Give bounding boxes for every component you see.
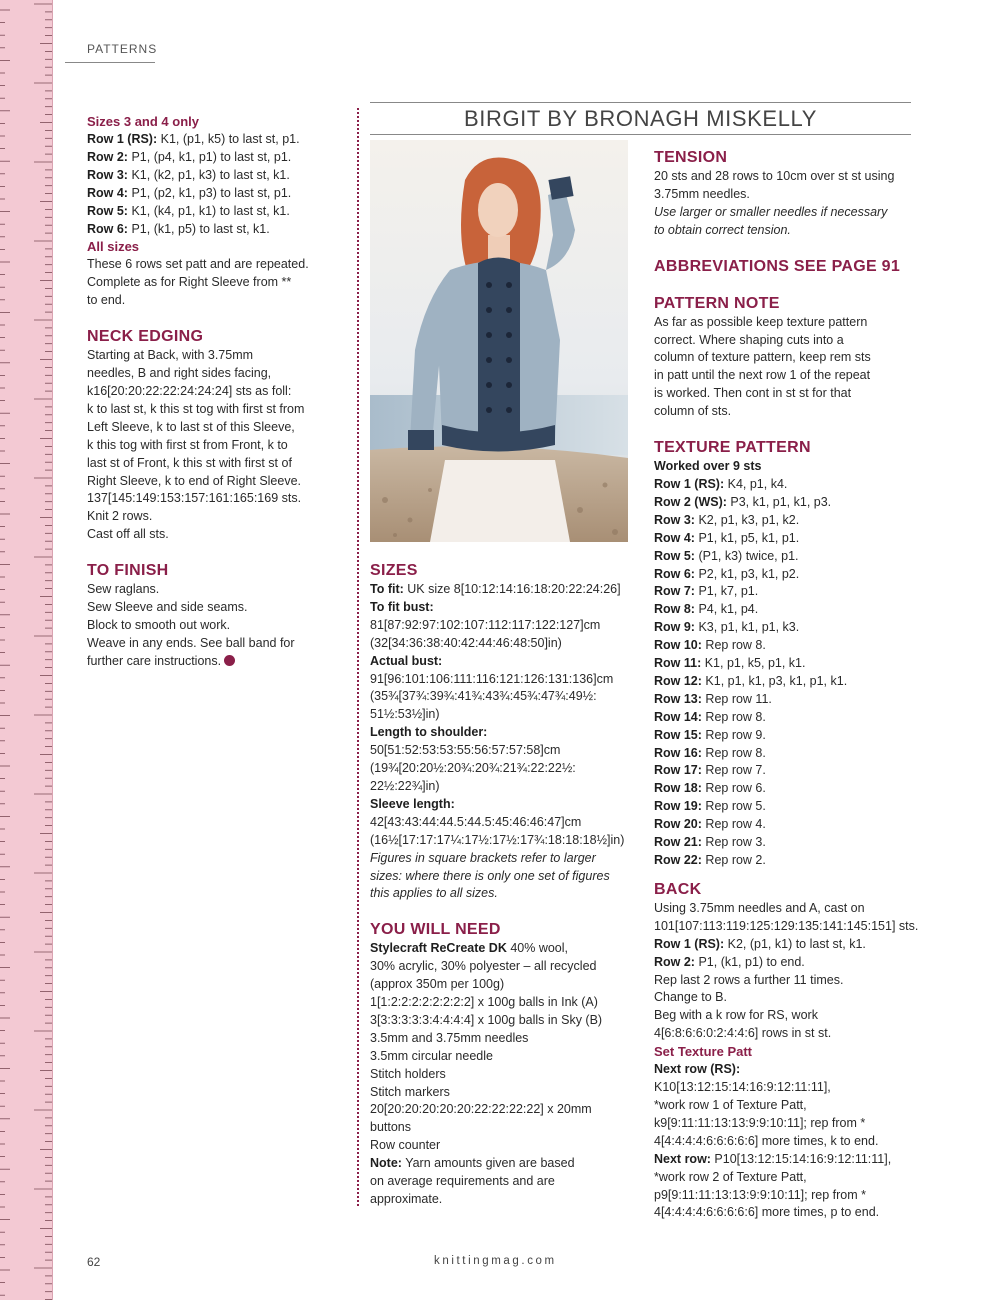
pattern-title: [370, 106, 911, 132]
set-texture-heading: Set Texture Patt: [654, 1044, 753, 1060]
row-text: P1, k1, p5, k1, p1.: [694, 530, 800, 545]
row-text: (P1, k3) twice, p1.: [694, 548, 799, 563]
row-label: Row 17:: [654, 763, 702, 778]
sleeve-length-label: Sleeve length:: [370, 796, 455, 811]
section-label: PATTERNS: [87, 42, 158, 56]
row-text: K1, p1, k5, p1, k1.: [701, 656, 806, 671]
text-line: 91[96:101:106:111:116:121:126:131:136]cm: [370, 671, 614, 686]
to-fit-label: To fit:: [370, 582, 404, 596]
yarn-name: Stylecraft ReCreate DK: [370, 941, 507, 956]
right-column: [654, 148, 919, 1222]
next-row-1: [654, 1061, 919, 1097]
to-fit-value: UK size 8[10:12:14:16:18:20:22:24:26]: [403, 582, 621, 596]
pattern-row: [654, 762, 919, 780]
text-line: 42[43:43:44:44.5:44.5:45:46:46:47]cm: [370, 814, 582, 829]
text-line: 4[4:4:4:4:6:6:6:6:6] more times, p to end.: [654, 1205, 880, 1220]
measuring-ruler: [0, 0, 53, 1300]
row-label: Row 21:: [654, 835, 702, 850]
to-finish-text: [87, 581, 347, 671]
pattern-row: [87, 203, 347, 221]
row-label: Row 11:: [654, 656, 702, 671]
text-line-content: further care instructions.: [87, 653, 222, 668]
pattern-row: [87, 167, 347, 185]
text-line: p9[9:11:11:13:13:9:9:10:11]; rep from *: [654, 1187, 866, 1202]
pattern-row: [654, 691, 919, 709]
row-label: Row 22:: [654, 853, 702, 867]
site-url: knittingmag.com: [434, 1255, 557, 1267]
text-line: Change to B.: [654, 990, 727, 1005]
text-line: Right Sleeve, k to end of Right Sleeve.: [87, 473, 302, 488]
text-line: Use larger or smaller needles if necessary: [654, 204, 888, 219]
to-fit-bust-label: To fit bust:: [370, 599, 434, 614]
pattern-row: [654, 601, 919, 619]
note-text: Yarn amounts given are based: [401, 1156, 575, 1171]
pattern-row: [654, 566, 919, 584]
pattern-row: [654, 494, 919, 512]
yarn-line: [370, 940, 640, 958]
all-sizes-text: [87, 256, 347, 310]
text-line: Knit 2 rows.: [87, 509, 153, 524]
text-line: *work row 2 of Texture Patt,: [654, 1169, 807, 1184]
row-text: Rep row 6.: [701, 781, 766, 796]
row-label: Row 14:: [654, 709, 702, 724]
text-line: correct. Where shaping cuts into a: [654, 332, 844, 347]
text-line: Weave in any ends. See ball band for: [87, 635, 295, 650]
text-line: Starting at Back, with 3.75mm: [87, 348, 254, 363]
row-text: Rep row 7.: [701, 763, 766, 778]
text-line: 3[3:3:3:3:3:4:4:4:4] x 100g balls in Sky (B): [370, 1012, 603, 1027]
pattern-row: [654, 583, 919, 601]
text-line: Sew Sleeve and side seams.: [87, 600, 248, 615]
row-label: Row 3:: [654, 512, 695, 527]
row-text: P1, k7, p1.: [694, 584, 759, 599]
row-label: Row 18:: [654, 781, 702, 796]
text-line: (16½[17:17:17¼:17½:17½:17¾:18:18:18½]in): [370, 832, 625, 847]
text-line: 3.5mm and 3.75mm needles: [370, 1030, 529, 1045]
pattern-row: [654, 530, 919, 548]
text-line: k to last st, k this st tog with first st from: [87, 401, 305, 416]
row-label: Row 2:: [654, 954, 695, 969]
row-label: Row 9:: [654, 620, 695, 635]
row-label: Next row (RS):: [654, 1062, 741, 1077]
text-line: Stitch markers: [370, 1084, 450, 1099]
text-line: Stitch holders: [370, 1066, 446, 1081]
row-label: Row 6:: [87, 221, 128, 236]
row-text: Rep row 9.: [701, 727, 766, 742]
text-line: 101[107:113:119:125:129:135:141:145:151] sts.: [654, 918, 919, 933]
row-label: Row 5:: [87, 203, 128, 218]
pattern-name: BIRGIT: [463, 106, 541, 131]
title-rule-bottom: [370, 134, 911, 135]
text-line: to obtain correct tension.: [654, 222, 791, 237]
model-photo: [370, 140, 628, 542]
row-text: K4, p1, k4.: [724, 476, 788, 491]
text-line: 20[20:20:20:20:20:22:22:22:22] x 20mm: [370, 1102, 592, 1117]
text-line: (19¾[20:20½:20¾:20¾:21¾:22:22½:: [370, 761, 576, 776]
pattern-row: [654, 709, 919, 727]
row-label: Row 12:: [654, 673, 702, 688]
text-line: last st of Front, k this st with first st of: [87, 455, 292, 470]
row-text: P1, (p4, k1, p1) to last st, p1.: [127, 149, 292, 164]
pattern-designer: BY BRONAGH MISKELLY: [547, 106, 818, 131]
row-label: Row 16:: [654, 745, 702, 760]
pattern-row: [654, 727, 919, 745]
text-line: Using 3.75mm needles and A, cast on: [654, 900, 865, 915]
text-line: 3.5mm circular needle: [370, 1048, 493, 1063]
text-line: on average requirements and are: [370, 1174, 555, 1189]
row-label: Row 2:: [87, 149, 128, 164]
text-line: Left Sleeve, k to last st of this Sleeve,: [87, 419, 295, 434]
text-line: Complete as for Right Sleeve from **: [87, 275, 292, 290]
text-line: needles, B and right sides facing,: [87, 366, 272, 381]
row-label: Row 19:: [654, 799, 702, 814]
text-line: k16[20:20:22:22:24:24:24] sts as foll:: [87, 383, 292, 398]
row-label: Row 10:: [654, 638, 702, 653]
row-text: Rep row 2.: [701, 853, 766, 867]
text-line: 4[4:4:4:4:6:6:6:6:6] more times, k to end.: [654, 1133, 879, 1148]
row-text: K2, (p1, k1) to last st, k1.: [724, 936, 866, 951]
text-line: column of sts.: [654, 404, 732, 419]
text-line: 1[1:2:2:2:2:2:2:2:2] x 100g balls in Ink (A): [370, 995, 598, 1010]
sizes-3-4-heading: Sizes 3 and 4 only: [87, 114, 199, 129]
sizes-heading: SIZES: [370, 562, 418, 579]
text-line: 30% acrylic, 30% polyester – all recycled: [370, 959, 597, 974]
pattern-row: [654, 798, 919, 816]
yarn-fibre: 40% wool,: [506, 941, 569, 956]
pattern-row: [654, 476, 919, 494]
worked-over-label: Worked over 9 sts: [654, 459, 762, 474]
row-label: Row 8:: [654, 602, 695, 617]
pattern-row: [654, 745, 919, 763]
text-line: 3.75mm needles.: [654, 186, 750, 201]
left-column: [87, 113, 347, 671]
pattern-row: [654, 852, 919, 870]
text-line: this applies to all sizes.: [370, 886, 498, 901]
text-line: approximate.: [370, 1192, 443, 1206]
text-line: These 6 rows set patt and are repeated.: [87, 257, 309, 272]
text-line: in patt until the next row 1 of the repeat: [654, 368, 871, 383]
pattern-row: [654, 780, 919, 798]
row-text: K1, p1, k1, p3, k1, p1, k1.: [701, 673, 848, 688]
row-label: Row 1 (RS):: [654, 936, 725, 951]
row-text: K1, (k2, p1, k3) to last st, k1.: [127, 167, 290, 182]
row-text: Rep row 8.: [701, 709, 766, 724]
row-label: Row 15:: [654, 727, 702, 742]
row-text: K3, p1, k1, p1, k3.: [694, 620, 800, 635]
model-illustration: [370, 140, 628, 542]
pattern-note-text: [654, 314, 919, 421]
text-line: to end.: [87, 293, 126, 308]
actual-bust-label: Actual bust:: [370, 653, 443, 668]
text-line: Rep last 2 rows a further 11 times.: [654, 972, 844, 987]
text-line: *work row 1 of Texture Patt,: [654, 1097, 807, 1112]
back-heading: BACK: [654, 880, 702, 898]
text-line: As far as possible keep texture pattern: [654, 314, 868, 329]
row-label: Row 4:: [654, 530, 695, 545]
text-line: column of texture pattern, keep rem sts: [654, 350, 871, 365]
next-row-2: [654, 1151, 919, 1169]
you-will-need-heading: YOU WILL NEED: [370, 921, 501, 939]
tension-heading: TENSION: [654, 149, 728, 166]
neck-edging-text: [87, 347, 347, 544]
text-line: 22½:22¾]in): [370, 778, 440, 793]
all-sizes-heading: All sizes: [87, 239, 140, 255]
row-label: Row 3:: [87, 167, 128, 182]
note-line: [370, 1155, 640, 1173]
text-line: sizes: where there is only one set of figures: [370, 868, 610, 883]
ruler-ticks: [0, 0, 52, 1300]
pattern-row: [654, 637, 919, 655]
text-line: Row counter: [370, 1138, 441, 1153]
row-text: P3, k1, p1, k1, p3.: [726, 494, 832, 509]
text-line: Block to smooth out work.: [87, 617, 231, 632]
text-line: Cast off all sts.: [87, 527, 169, 542]
text-line: k9[9:11:11:13:13:9:9:10:11]; rep from *: [654, 1115, 866, 1130]
row-text: Rep row 8.: [701, 745, 766, 760]
text-line: buttons: [370, 1120, 412, 1135]
pattern-row: [87, 221, 347, 239]
row-text: Rep row 11.: [701, 691, 772, 706]
text-line: k this tog with first st from Front, k to: [87, 437, 288, 452]
text-line: 4[6:8:6:6:0:2:4:4:6] rows in st st.: [654, 1026, 832, 1041]
row-text: Rep row 4.: [701, 817, 766, 832]
text-line: 137[145:149:153:157:161:165:169 sts.: [87, 491, 302, 506]
back-row-1: [654, 936, 919, 954]
row-label: Row 20:: [654, 817, 702, 832]
row-label: Row 13:: [654, 691, 702, 706]
pattern-row: [654, 655, 919, 673]
texture-rows: [654, 476, 919, 870]
row-text: K1, (p1, k5) to last st, p1.: [157, 132, 300, 146]
row-text: Rep row 8.: [701, 638, 766, 653]
to-fit-line: [370, 581, 640, 599]
back-row-2: [654, 954, 919, 972]
page-number: 62: [87, 1255, 101, 1269]
row-text: P4, k1, p4.: [694, 602, 759, 617]
materials-list: [370, 958, 640, 1155]
text-line: 81[87:92:97:102:107:112:117:122:127]cm: [370, 617, 601, 632]
abbreviations-heading: ABBREVIATIONS SEE PAGE 91: [654, 257, 901, 275]
row-text: P2, k1, p3, k1, p2.: [694, 566, 800, 581]
text-line: Beg with a k row for RS, work: [654, 1008, 818, 1023]
pattern-row: [87, 185, 347, 203]
row-label: Row 1 (RS):: [87, 132, 158, 146]
pattern-row: [87, 149, 347, 167]
text-line: is worked. Then cont in st st for that: [654, 386, 852, 401]
text-line: Sew raglans.: [87, 582, 160, 597]
text-line: 51½:53½]in): [370, 707, 440, 722]
text-line: (approx 350m per 100g): [370, 977, 505, 992]
pattern-row: [87, 131, 347, 149]
row-label: Row 4:: [87, 185, 128, 200]
pattern-row: [654, 619, 919, 637]
texture-pattern-heading: TEXTURE PATTERN: [654, 439, 811, 457]
row-text: Rep row 3.: [701, 835, 766, 850]
note-label: Note:: [370, 1156, 402, 1171]
row-label: Row 1 (RS):: [654, 476, 725, 491]
row-text: K10[13:12:15:14:16:9:12:11:11],: [654, 1080, 831, 1095]
row-text: P1, (p2, k1, p3) to last st, p1.: [127, 185, 292, 200]
length-label: Length to shoulder:: [370, 725, 488, 740]
title-rule-top: [370, 102, 911, 103]
row-text: P10[13:12:15:14:16:9:12:11:11],: [710, 1151, 892, 1166]
row-text: K1, (k4, p1, k1) to last st, k1.: [127, 203, 290, 218]
pattern-row: [654, 816, 919, 834]
text-line: [87, 653, 347, 671]
middle-column: [370, 561, 640, 1209]
row-label: Row 5:: [654, 548, 695, 563]
row-label: Next row:: [654, 1151, 711, 1166]
sizes-3-4-rows: [87, 131, 347, 238]
column-divider: [357, 108, 359, 1206]
row-text: Rep row 5.: [701, 799, 766, 814]
row-text: P1, (k1, p1) to end.: [694, 954, 805, 969]
to-finish-heading: TO FINISH: [87, 562, 169, 580]
row-label: Row 7:: [654, 584, 695, 599]
text-line: 20 sts and 28 rows to 10cm over st st using: [654, 169, 895, 183]
pattern-note-heading: PATTERN NOTE: [654, 294, 780, 312]
pattern-row: [654, 548, 919, 566]
row-label: Row 2 (WS):: [654, 494, 727, 509]
row-text: P1, (k1, p5) to last st, k1.: [127, 221, 270, 236]
end-mark-icon: [224, 655, 235, 666]
section-rule: [65, 62, 155, 63]
text-line: (32[34:36:38:40:42:44:46:48:50]in): [370, 635, 562, 650]
text-line: Figures in square brackets refer to larger: [370, 850, 596, 865]
neck-edging-heading: NECK EDGING: [87, 328, 204, 346]
text-line: (35¾[37¾:39¾:41¾:43¾:45¾:47¾:49½:: [370, 689, 597, 704]
pattern-row: [654, 512, 919, 530]
row-text: K2, p1, k3, p1, k2.: [694, 512, 800, 527]
pattern-row: [654, 673, 919, 691]
pattern-row: [654, 834, 919, 852]
row-label: Row 6:: [654, 566, 695, 581]
text-line: 50[51:52:53:53:55:56:57:57:58]cm: [370, 743, 561, 758]
